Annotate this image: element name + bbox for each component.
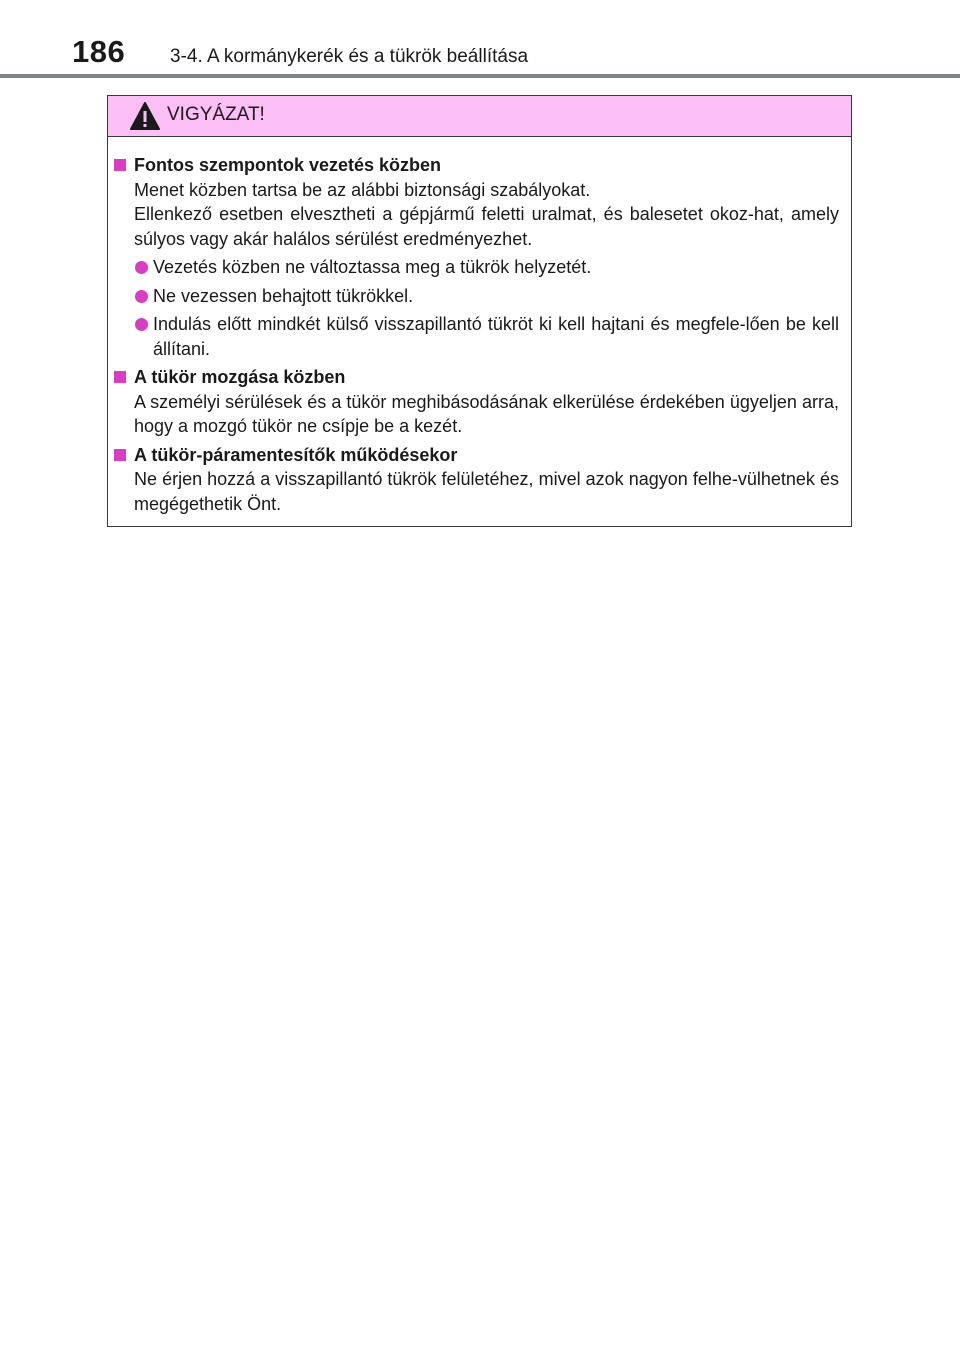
- circle-bullet-icon: [135, 318, 148, 331]
- section-heading: [114, 365, 839, 390]
- list-item-text: Indulás előtt mindkét külső visszapillantó tükröt ki kell hajtani és megfele-lően be kell állítani.: [153, 314, 839, 359]
- caution-title: VIGYÁZAT!: [167, 104, 265, 125]
- section-title: 3-4. A kormánykerék és a tükrök beállítása: [170, 46, 529, 67]
- circle-bullet-icon: [135, 261, 148, 274]
- circle-bullet-icon: [135, 290, 148, 303]
- list-item-text: Vezetés közben ne változtassa meg a tükrök helyzetét.: [153, 257, 592, 277]
- section-heading-text: Fontos szempontok vezetés közben: [134, 155, 442, 175]
- paragraph: Ellenkező esetben elvesztheti a gépjármű feletti uralmat, és balesetet okoz-hat, amely súlyos vagy akár halálos sérülést eredményezhet.: [134, 204, 839, 249]
- square-bullet-icon: [114, 449, 126, 461]
- paragraph: A személyi sérülések és a tükör meghibásodásának elkerülése érdekében ügyeljen arra, hogy a mozgó tükör ne csípje be a kezét.: [134, 391, 839, 436]
- caution-header: [108, 96, 851, 137]
- paragraph: Menet közben tartsa be az alábbi biztonsági szabályokat.: [134, 179, 591, 200]
- square-bullet-icon: [114, 159, 126, 171]
- section-heading-text: A tükör mozgása közben: [134, 367, 346, 387]
- caution-box: [107, 95, 852, 527]
- warning-triangle-icon: [129, 101, 161, 131]
- list-item-text: Ne vezessen behajtott tükrökkel.: [153, 285, 414, 306]
- section-heading-text: A tükör-páramentesítők működésekor: [134, 444, 458, 465]
- paragraph: Ne érjen hozzá a visszapillantó tükrök felületéhez, mivel azok nagyon felhe-vülhetnek és megégethetik Önt.: [134, 469, 839, 514]
- page-number: 186: [72, 34, 126, 69]
- caution-section-mirror-moving: [114, 365, 839, 439]
- page-header: [0, 0, 960, 80]
- list-item: [114, 255, 839, 280]
- section-heading: [114, 443, 839, 468]
- section-heading: [114, 153, 839, 178]
- header-divider: [0, 74, 960, 78]
- caution-body: [108, 137, 851, 516]
- list-item: [114, 312, 839, 361]
- caution-section-defoggers: [114, 443, 839, 517]
- list-item: [114, 284, 839, 309]
- square-bullet-icon: [114, 371, 126, 383]
- caution-section-driving: [114, 153, 839, 361]
